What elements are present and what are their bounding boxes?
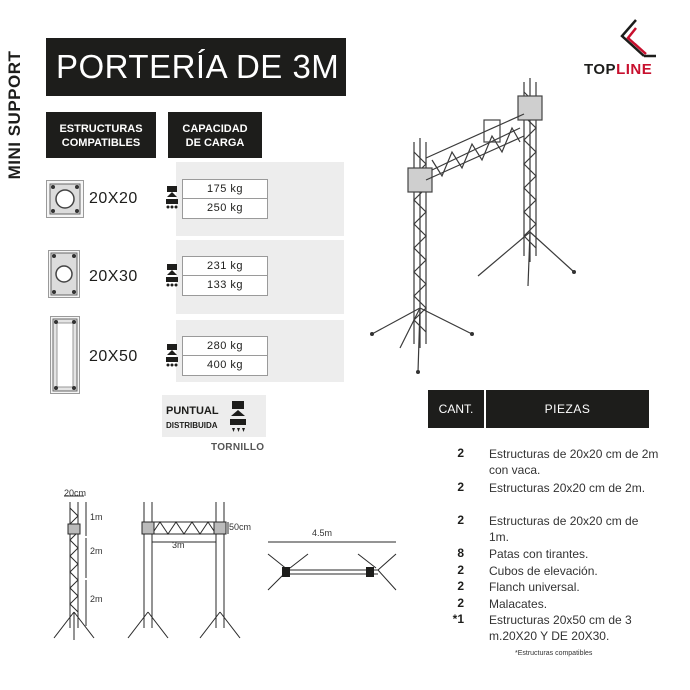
parts-footnote: *Estructuras compatibles xyxy=(515,650,593,657)
header-structures-line2: COMPATIBLES xyxy=(61,137,141,149)
dim-base-45m: 4.5m xyxy=(312,528,333,538)
dim-seg-2m-b: 2m xyxy=(90,594,103,604)
header-capacity-line1: CAPACIDAD xyxy=(182,123,248,135)
load-distribuida-20x20: 250 kg xyxy=(206,202,244,214)
truss-20x50-icon xyxy=(50,316,80,394)
dim-span-3m: 3m xyxy=(172,540,185,550)
brand-name xyxy=(584,61,652,78)
part-qty: 2 xyxy=(457,446,464,460)
brand-name-line: LINE xyxy=(616,61,653,78)
header-capacity xyxy=(168,112,262,158)
side-label xyxy=(2,40,28,190)
part-desc: Estructuras de 20x20 cm de 2m con vaca. xyxy=(489,447,659,477)
part-desc: Estructuras de 20x20 cm de 1m. xyxy=(489,514,639,544)
page-title-box xyxy=(46,38,346,96)
load-distribuida-20x50: 400 kg xyxy=(206,359,244,371)
legend-distribuida: DISTRIBUIDA xyxy=(166,421,218,430)
load-weights-icon xyxy=(164,344,180,370)
parts-header-pieces: PIEZAS xyxy=(486,390,649,428)
dim-depth-50cm: 50cm xyxy=(229,522,252,532)
legend-weights-icon xyxy=(227,401,249,435)
legend-puntual: PUNTUAL xyxy=(166,405,219,417)
legend-tornillo: TORNILLO xyxy=(211,442,265,453)
truss-20x30-icon xyxy=(48,250,80,298)
brand-logo xyxy=(584,14,684,76)
dim-seg-1m: 1m xyxy=(90,512,103,522)
part-desc: Cubos de elevación. xyxy=(489,564,598,578)
header-structures-line1: ESTRUCTURAS xyxy=(59,123,143,135)
load-box-20x20 xyxy=(182,179,268,219)
part-qty: 2 xyxy=(457,513,464,527)
truss-goal-render xyxy=(360,72,582,382)
load-puntual-20x50: 280 kg xyxy=(183,337,267,356)
dim-seg-2m-a: 2m xyxy=(90,546,103,556)
part-qty: *1 xyxy=(452,612,464,626)
load-weights-icon xyxy=(164,264,180,290)
row-label-20x50: 20X50 xyxy=(89,348,138,365)
dim-width-20cm: 20cm xyxy=(64,488,87,498)
load-distribuida-20x30: 133 kg xyxy=(206,279,244,291)
part-qty: 2 xyxy=(457,563,464,577)
part-desc: Flanch universal. xyxy=(489,580,580,594)
truss-20x20-icon xyxy=(46,180,84,218)
brand-logo-mark-icon xyxy=(584,14,684,60)
brand-name-top: TOP xyxy=(584,61,617,78)
part-desc: Estructuras 20x20 cm de 2m. xyxy=(489,481,646,495)
part-qty: 2 xyxy=(457,579,464,593)
header-structures xyxy=(46,112,156,158)
load-weights-icon xyxy=(164,186,180,212)
part-qty: 2 xyxy=(457,480,464,494)
part-qty: 2 xyxy=(457,596,464,610)
load-puntual-20x30: 231 kg xyxy=(183,257,267,276)
page-title: PORTERÍA DE 3M xyxy=(56,48,340,85)
part-desc: Malacates. xyxy=(489,597,548,611)
row-label-20x30: 20X30 xyxy=(89,268,138,285)
load-box-20x50 xyxy=(182,336,268,376)
header-capacity-line2: DE CARGA xyxy=(185,137,245,149)
part-desc: Patas con tirantes. xyxy=(489,547,589,561)
side-label-text: MINI SUPPORT xyxy=(5,50,24,180)
row-label-20x20: 20X20 xyxy=(89,190,138,207)
load-puntual-20x20: 175 kg xyxy=(183,180,267,199)
load-box-20x30 xyxy=(182,256,268,296)
part-qty: 8 xyxy=(457,546,464,560)
parts-header-qty: CANT. xyxy=(428,390,484,428)
part-desc: Estructuras 20x50 cm de 3 m.20X20 Y DE 20X30. xyxy=(489,613,632,643)
